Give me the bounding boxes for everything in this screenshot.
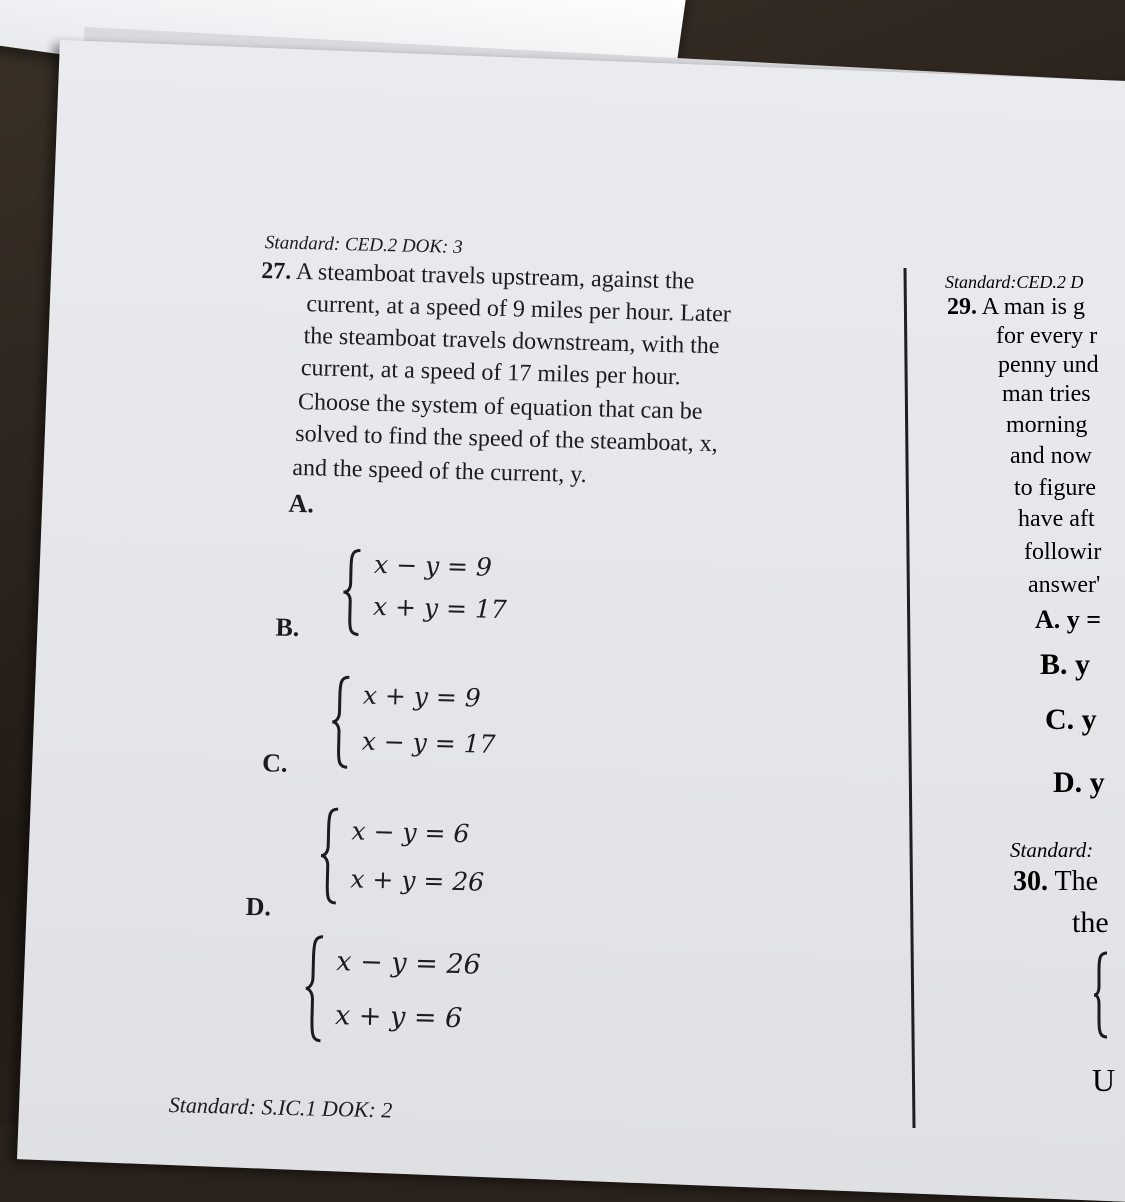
question-27-number: 27.: [260, 258, 292, 285]
question-27-text-line-5: Choose the system of equation that can be: [297, 388, 703, 425]
question-30-text-line-1: The: [1054, 866, 1099, 897]
choice-b-system[interactable]: [329, 674, 531, 775]
choice-b-equation-2: x − y = 17: [361, 726, 496, 759]
question-29-text-line-10: answer': [1028, 572, 1101, 598]
choice-d-equation-1: x − y = 26: [336, 946, 482, 981]
choice-b-letter[interactable]: B.: [275, 612, 300, 643]
question-27-text-line-3: the steamboat travels downstream, with the: [303, 323, 720, 360]
choice-a-equation-2: x + y = 17: [372, 591, 508, 625]
next-question-standard: Standard: S.IC.1 DOK: 2: [168, 1092, 393, 1123]
choice-a-system[interactable]: [340, 547, 542, 642]
left-brace-icon: [302, 933, 327, 1044]
question-29-text-line-2: for every r: [996, 323, 1098, 349]
choice-c-equation-1: x − y = 6: [351, 816, 470, 849]
choice-a-letter[interactable]: A.: [288, 488, 315, 519]
question-27-text-line-7: and the speed of the current, y.: [292, 454, 588, 489]
question-29-text-line-6: and now: [1010, 443, 1092, 469]
question-29-text-line-1: A man is g: [981, 294, 1086, 320]
question-29-number: 29.: [947, 294, 977, 320]
question-29-text-line-4: man tries: [1002, 381, 1091, 407]
question-27-first-line: [261, 258, 695, 296]
question-29-text-line-3: penny und: [998, 352, 1099, 378]
question-27-text-line-1: A steamboat travels upstream, against the: [295, 258, 695, 295]
question-29-choice-d[interactable]: D. y: [1053, 766, 1105, 799]
question-27-text-line-4: current, at a speed of 17 miles per hour.: [300, 355, 681, 391]
choice-d-letter[interactable]: D.: [245, 891, 272, 922]
choice-c-system[interactable]: [318, 806, 520, 911]
question-29-text-line-8: have aft: [1018, 506, 1095, 532]
question-30-first-line: [1013, 866, 1098, 898]
choice-c-equation-2: x + y = 26: [350, 864, 485, 897]
question-29-text-line-7: to figure: [1014, 475, 1096, 501]
question-29-standard: Standard:CED.2 D: [945, 272, 1084, 292]
choice-d-system[interactable]: [302, 933, 525, 1048]
left-brace-icon: [329, 674, 353, 771]
question-29-choice-a[interactable]: A. y =: [1035, 605, 1102, 634]
choice-a-equation-1: x − y = 9: [373, 549, 493, 582]
question-29-choice-b[interactable]: B. y: [1040, 648, 1091, 681]
question-30-number: 30.: [1013, 866, 1048, 897]
choice-c-letter[interactable]: C.: [261, 748, 288, 778]
question-27-text-line-2: current, at a speed of 9 miles per hour. Later: [306, 291, 732, 328]
question-30-text-line-2: the: [1072, 906, 1109, 939]
left-brace-icon: [1092, 950, 1110, 1040]
left-brace-icon: [340, 547, 364, 638]
question-27-text-line-6: solved to find the speed of the steamboat, x,: [294, 420, 719, 458]
question-29-first-line: [947, 294, 1085, 321]
question-29-text-line-9: followir: [1024, 539, 1102, 565]
left-brace-icon: [318, 806, 342, 907]
question-29-text-line-5: morning: [1006, 412, 1088, 438]
question-29-choice-c[interactable]: C. y: [1045, 703, 1097, 736]
question-27-standard: Standard: CED.2 DOK: 3: [264, 232, 463, 258]
choice-d-equation-2: x + y = 6: [334, 1000, 463, 1035]
question-30-text-line-3: U: [1092, 1062, 1116, 1098]
question-30-standard: Standard:: [1010, 838, 1094, 862]
choice-b-equation-1: x + y = 9: [362, 680, 482, 713]
